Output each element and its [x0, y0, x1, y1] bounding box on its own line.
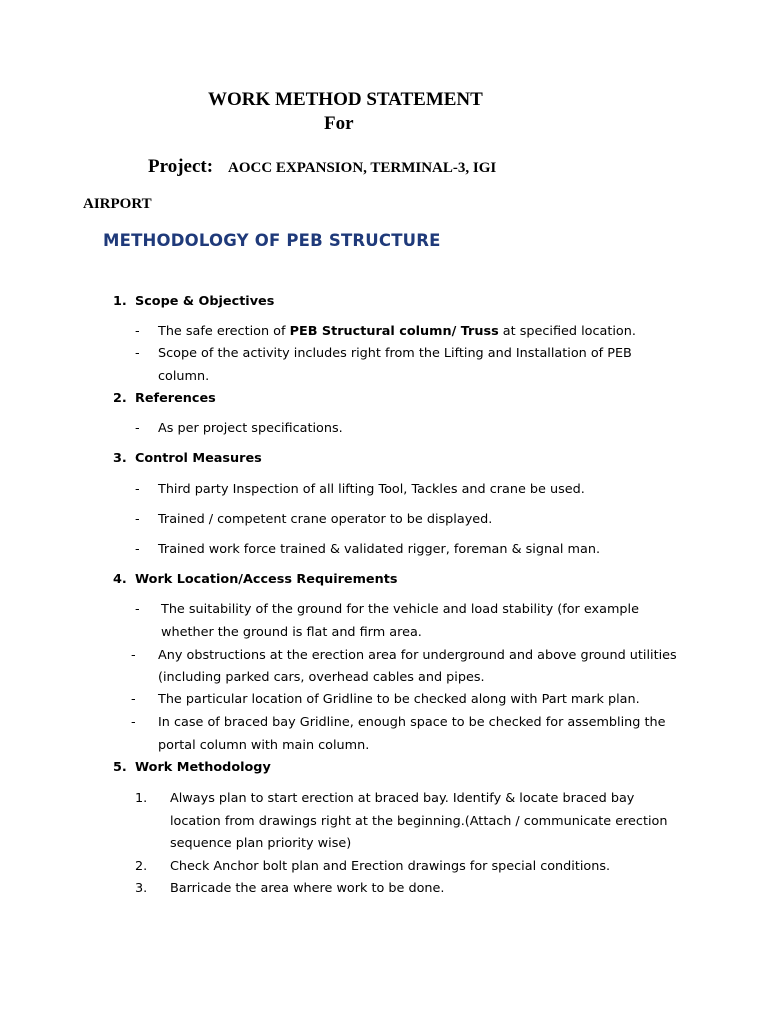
section-2-number: 2. — [113, 391, 127, 406]
project-label: Project: — [148, 156, 214, 177]
section-3-bullet-2: Trained / competent crane operator to be displayed. — [158, 512, 493, 527]
section-5-step-2: Check Anchor bolt plan and Erection drawings for special conditions. — [170, 859, 611, 874]
bullet-dash: - — [131, 715, 136, 730]
bullet-text: The safe erection of — [158, 324, 290, 339]
section-1-bullet-2-line-1: Scope of the activity includes right from the Lifting and Installation of PEB — [158, 346, 632, 361]
section-5-title: Work Methodology — [135, 760, 271, 775]
bullet-dash: - — [135, 482, 140, 497]
section-4-number: 4. — [113, 572, 127, 587]
document-subtitle-for: For — [324, 113, 354, 134]
bullet-bold-text: PEB Structural column/ Truss — [289, 324, 499, 339]
section-4-bullet-1-line-2: whether the ground is flat and firm area. — [161, 625, 422, 640]
project-value-continued: AIRPORT — [83, 196, 152, 212]
section-4-title: Work Location/Access Requirements — [135, 572, 398, 587]
methodology-heading: METHODOLOGY OF PEB STRUCTURE — [103, 231, 441, 250]
project-value: AOCC EXPANSION, TERMINAL-3, IGI — [228, 160, 497, 176]
bullet-dash: - — [135, 512, 140, 527]
section-5-step-3: Barricade the area where work to be done. — [170, 881, 445, 896]
section-4-bullet-2-line-1: Any obstructions at the erection area for underground and above ground utilities — [158, 648, 677, 663]
step-number: 3. — [135, 881, 148, 896]
document-title: WORK METHOD STATEMENT — [208, 89, 483, 110]
bullet-dash: - — [131, 648, 136, 663]
section-4-bullet-4-line-1: In case of braced bay Gridline, enough space to be checked for assembling the — [158, 715, 666, 730]
bullet-dash: - — [135, 324, 140, 339]
section-3-bullet-1: Third party Inspection of all lifting Tool, Tackles and crane be used. — [158, 482, 585, 497]
bullet-dash: - — [135, 602, 140, 617]
step-number: 1. — [135, 791, 148, 806]
section-4-bullet-3: The particular location of Gridline to be checked along with Part mark plan. — [158, 692, 640, 707]
section-2-bullet-1: As per project specifications. — [158, 421, 343, 436]
section-3-title: Control Measures — [135, 451, 262, 466]
section-3-number: 3. — [113, 451, 127, 466]
section-1-number: 1. — [113, 294, 127, 309]
bullet-dash: - — [135, 346, 140, 361]
step-number: 2. — [135, 859, 148, 874]
section-4-bullet-4-line-2: portal column with main column. — [158, 738, 370, 753]
bullet-dash: - — [135, 421, 140, 436]
section-5-number: 5. — [113, 760, 127, 775]
bullet-dash: - — [131, 692, 136, 707]
section-4-bullet-1-line-1: The suitability of the ground for the vehicle and load stability (for example — [161, 602, 639, 617]
section-1-title: Scope & Objectives — [135, 294, 275, 309]
section-1-bullet-1 — [158, 321, 636, 343]
bullet-dash: - — [135, 542, 140, 557]
section-3-bullet-3: Trained work force trained & validated rigger, foreman & signal man. — [158, 542, 601, 557]
section-5-step-1-line-1: Always plan to start erection at braced bay. Identify & locate braced bay — [170, 791, 635, 806]
bullet-text: at specified location. — [498, 324, 636, 339]
section-4-bullet-2-line-2: (including parked cars, overhead cables and pipes. — [158, 670, 485, 685]
section-1-bullet-2-line-2: column. — [158, 369, 210, 384]
section-5-step-1-line-2: location from drawings right at the beginning.(Attach / communicate erection — [170, 814, 668, 829]
section-5-step-1-line-3: sequence plan priority wise) — [170, 836, 352, 851]
section-2-title: References — [135, 391, 216, 406]
